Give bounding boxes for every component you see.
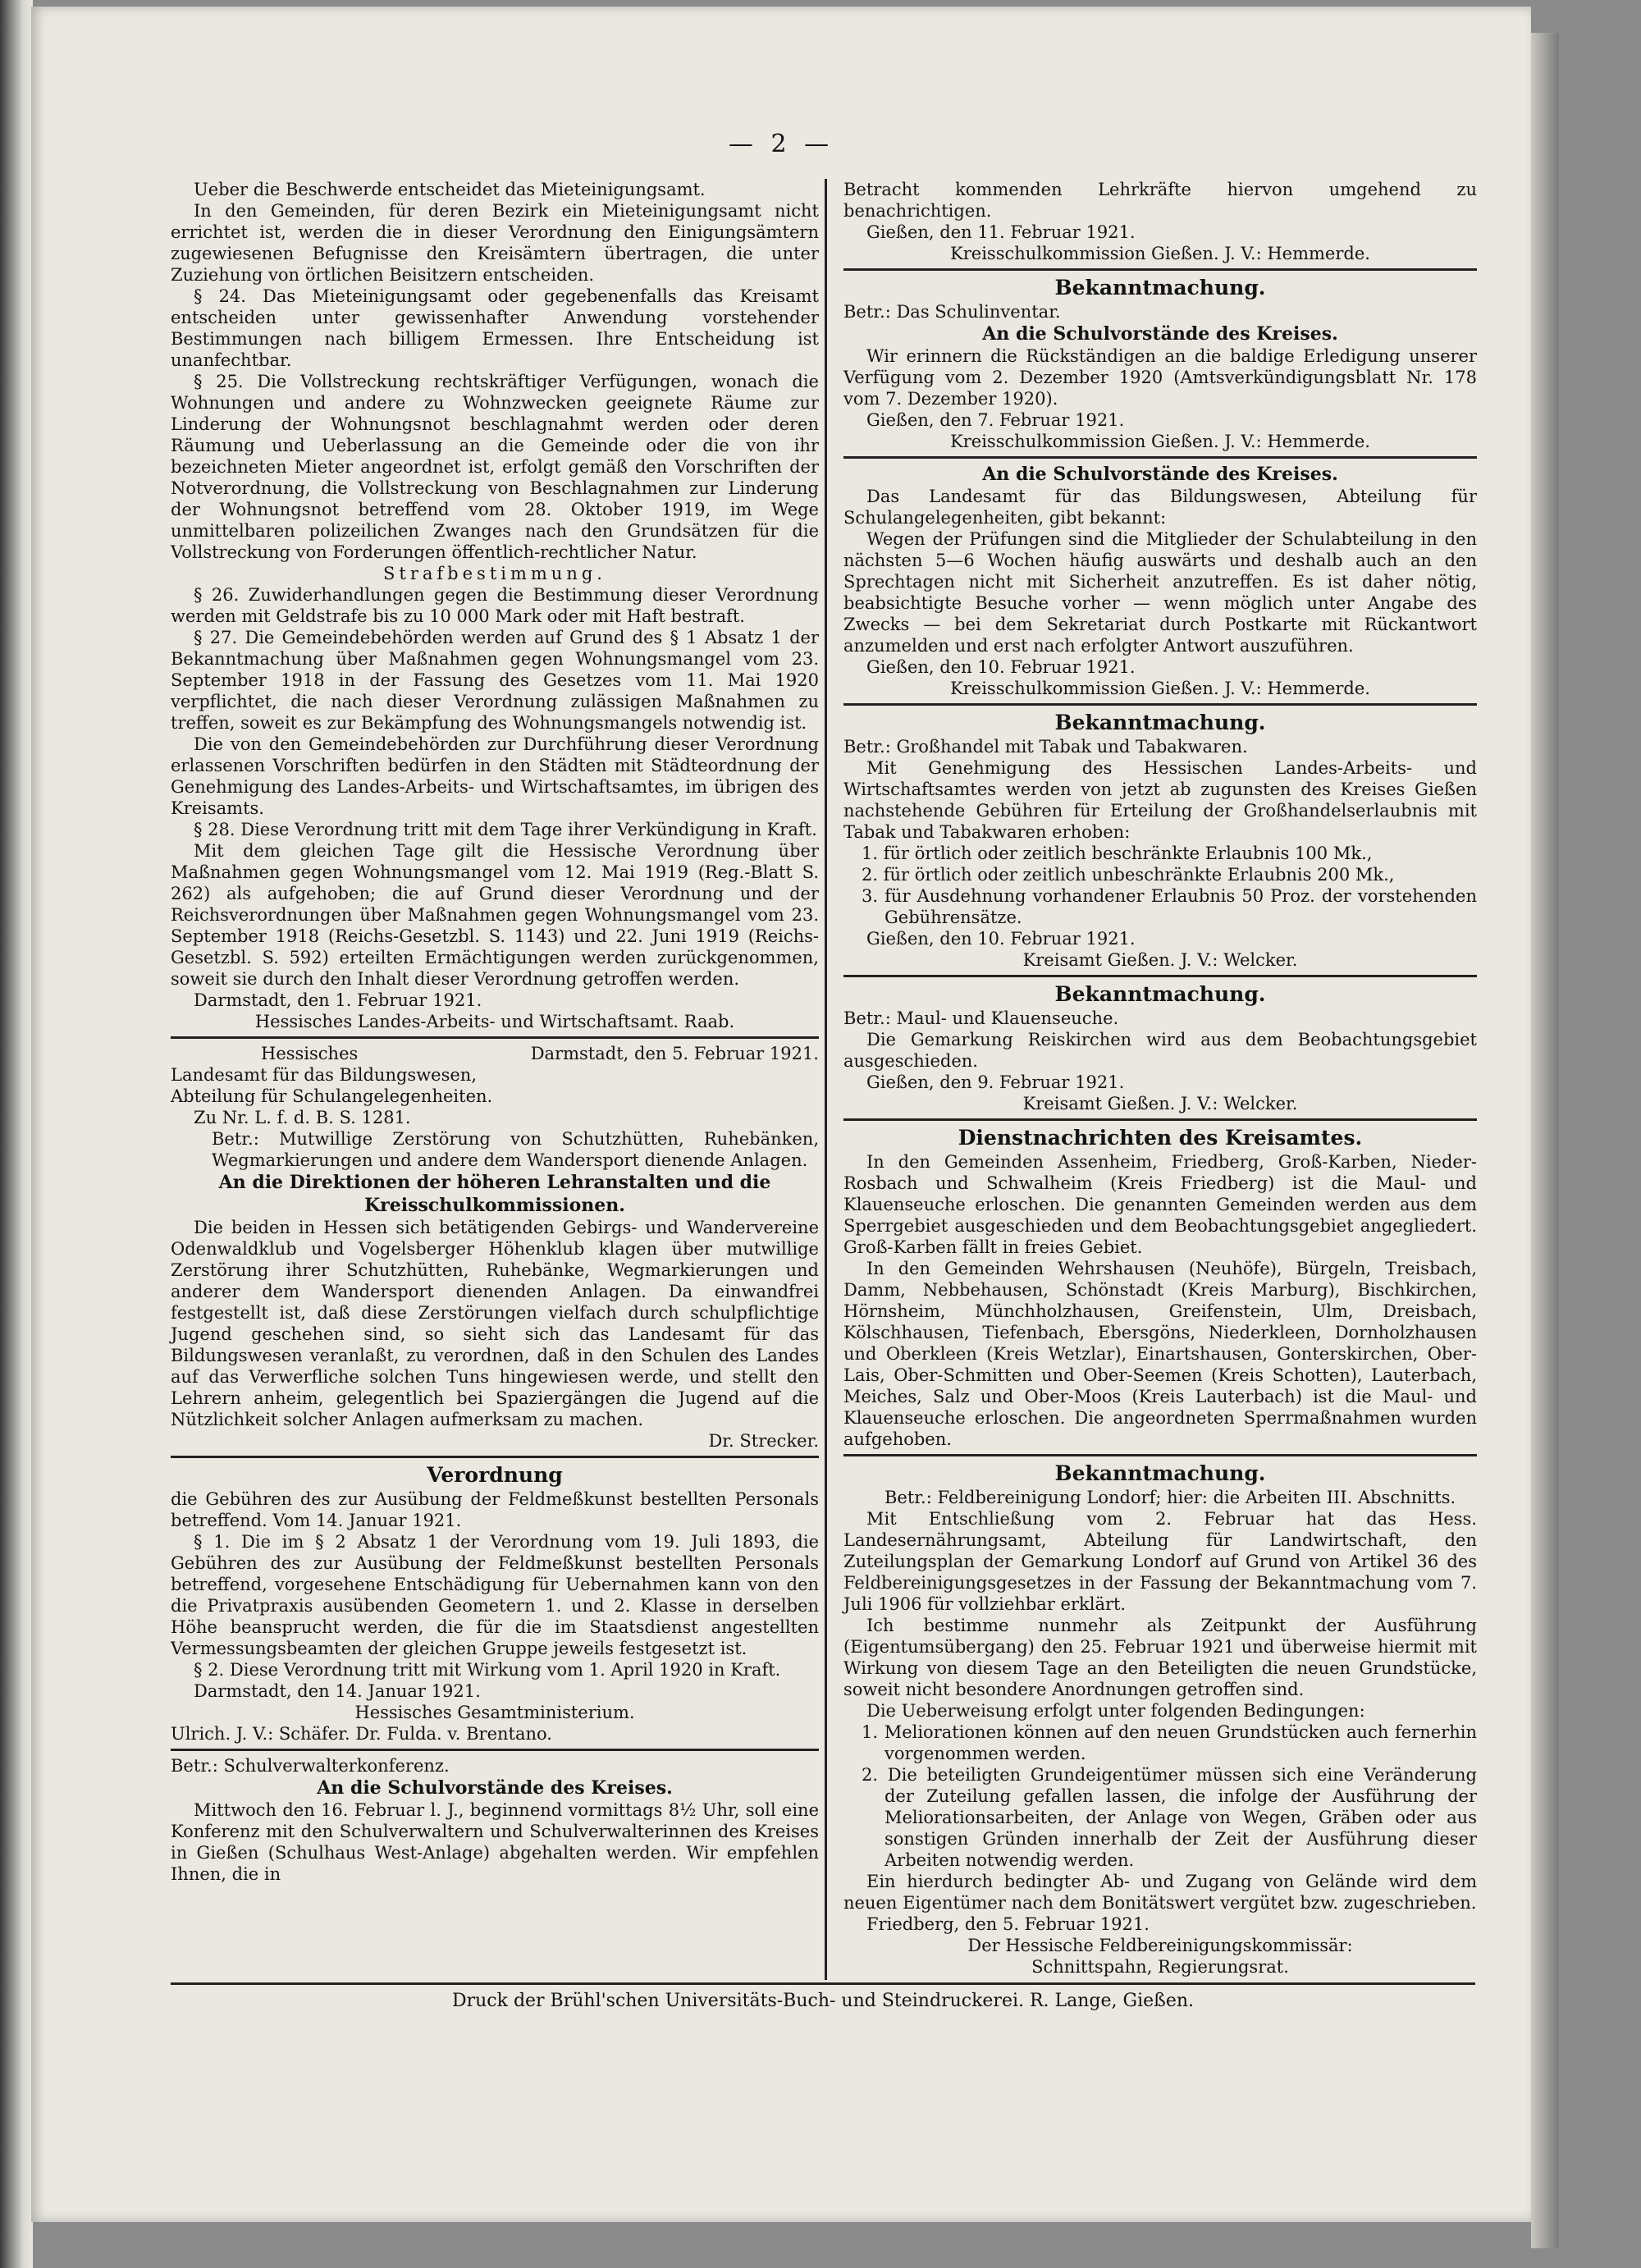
subject: Betr.: Feldbereinigung Londorf; hier: die Arbeiten III. Abschnitts. bbox=[884, 1488, 1456, 1507]
paragraph: Ueber die Beschwerde entscheidet das Mieteinigungsamt. bbox=[194, 180, 706, 199]
paragraph: Ich bestimme nunmehr als Zeitpunkt der Ausführung (Eigentumsübergang) den 25. Februar 1921 und überweise hiermit mit Wirkung von diesem Tage an den Beteiligten die neuen Grundstücke, soweit nicht besondere Anordnungen getroffen sind. bbox=[843, 1616, 1477, 1699]
section-heading: An die Schulvorstände des Kreises. bbox=[317, 1777, 673, 1799]
paragraph: Betracht kommenden Lehrkräfte hiervon umgehend zu benachrichtigen. bbox=[843, 180, 1477, 221]
section-divider bbox=[171, 1749, 819, 1751]
left-column bbox=[171, 179, 819, 1885]
signature: Hessisches Gesamtministerium. bbox=[354, 1703, 635, 1722]
paragraph: Das Landesamt für das Bildungswesen, Abteilung für Schulangelegenheiten, gibt bekannt: bbox=[843, 487, 1477, 528]
dateline: Darmstadt, den 1. Februar 1921. bbox=[194, 990, 482, 1010]
paragraph: § 1. Die im § 2 Absatz 1 der Verordnung vom 19. Juli 1893, die Gebühren des zur Ausübung der Feldmeßkunst bestellten Personals betreffend, vorgesehene Entschädigung für Uebernahmen kann von den die Privatpraxis ausübenden Geometern 1. und 2. Klasse in derselben Höhe beansprucht werden, die für die im Staatsdienst angestellten Vermessungsbeamten der gleichen Gruppe jeweils festgesetzt ist. bbox=[171, 1532, 819, 1658]
paragraph: Mit dem gleichen Tage gilt die Hessische Verordnung über Maßnahmen gegen Wohnungsmangel vom 12. Mai 1919 (Reg.-Blatt S. 262) als aufgehoben; die auf Grund dieser Verordnung und der Reichsverordnungen über Maßnahmen gegen Wohnungsmangel vom 23. September 1918 (Reichs-Gesetzbl. S. 1143) und 22. Juni 1919 (Reichs-Gesetzbl. S. 592) erteilten Ermächtigungen werden zurückgenommen, soweit sie durch den Inhalt dieser Verordnung getroffen werden. bbox=[171, 841, 819, 989]
paragraph: Wir erinnern die Rückständigen an die baldige Erledigung unserer Verfügung vom 2. Dezember 1920 (Amtsverkündigungsblatt Nr. 178 vom 7. Dezember 1920). bbox=[843, 346, 1477, 409]
paragraph: Die Gemarkung Reiskirchen wird aus dem Beobachtungsgebiet ausgeschieden. bbox=[843, 1030, 1477, 1071]
paragraph: Mit Genehmigung des Hessischen Landes-Arbeits- und Wirtschaftsamtes werden von jetzt ab zugunsten des Kreises Gießen nachstehende Gebühren für Erteilung der Großhandelserlaubnis mit Tabak und Tabakwaren erhoben: bbox=[843, 758, 1477, 842]
dateline: Gießen, den 11. Februar 1921. bbox=[866, 222, 1136, 242]
section-heading: An die Direktionen der höheren Lehranstalten und die Kreisschulkommissionen. bbox=[218, 1172, 771, 1216]
paragraph: Die beiden in Hessen sich betätigenden Gebirgs- und Wandervereine Odenwaldklub und Vogelsberger Höhenklub klagen über mutwillige Zerstörung ihrer Schutzhütten, Ruhebänke, Wegmarkierungen und anderer dem Wandersport dienenden Anlagen. Da einwandfrei festgestellt ist, daß diese Zerstörungen vielfach durch schulpflichtige Jugend geschehen sind, so sieht sich das Landesamt für das Bildungswesen veranlaßt, zu verordnen, daß in den Schulen des Landes auf das Verwerfliche solchen Tuns hingewiesen werde, und stellt den Lehrern anheim, gelegentlich bei Spaziergängen die Jugend auf die Nützlichkeit solcher Anlagen aufmerksam zu machen. bbox=[171, 1218, 819, 1429]
paragraph: Mit Entschließung vom 2. Februar hat das Hess. Landesernährungsamt, Abteilung für Landwirtschaft, den Zuteilungsplan der Gemarkung Londorf auf Grund von Artikel 36 des Feldbereinigungsgesetzes in der Fassung der Bekanntmachung vom 7. Juli 1906 für vollziehbar erklärt. bbox=[843, 1509, 1477, 1614]
dateline: Gießen, den 7. Februar 1921. bbox=[866, 410, 1125, 430]
signature: Kreisamt Gießen. J. V.: Welcker. bbox=[1022, 1094, 1298, 1113]
reference: Zu Nr. L. f. d. B. S. 1281. bbox=[194, 1108, 411, 1127]
section-heading: Bekanntmachung. bbox=[1054, 1461, 1266, 1485]
paragraph: § 26. Zuwiderhandlungen gegen die Bestimmung dieser Verordnung werden mit Geldstrafe bis zu 10 000 Mark oder mit Haft bestraft. bbox=[171, 585, 819, 626]
section-heading: An die Schulvorstände des Kreises. bbox=[982, 323, 1338, 345]
subject: Betr.: Maul- und Klauenseuche. bbox=[843, 1008, 1119, 1028]
paragraph: § 28. Diese Verordnung tritt mit dem Tage ihrer Verkündigung in Kraft. bbox=[194, 820, 817, 839]
subject: Betr.: Das Schulinventar. bbox=[843, 302, 1061, 322]
right-column bbox=[820, 179, 1477, 1978]
signature: Kreisschulkommission Gießen. J. V.: Hemmerde. bbox=[950, 244, 1370, 263]
section-divider bbox=[843, 703, 1477, 706]
dateline: Gießen, den 10. Februar 1921. bbox=[866, 657, 1136, 677]
section-divider bbox=[843, 1454, 1477, 1456]
signature: Kreisamt Gießen. J. V.: Welcker. bbox=[1022, 950, 1298, 970]
department: Abteilung für Schulangelegenheiten. bbox=[171, 1086, 493, 1106]
paragraph: Wegen der Prüfungen sind die Mitglieder der Schulabteilung in den nächsten 5—6 Wochen häufig auswärts und deshalb auch an den Sprechtagen nicht mit Sicherheit anzutreffen. Es ist daher nötig, beabsichtigte Besuche vorher — wenn möglich unter Angabe des Zwecks — bei dem Sekretariat durch Postkarte mit Rückantwort anzumelden und erst nach erfolgter Antwort auszuführen. bbox=[843, 529, 1477, 656]
newspaper-page bbox=[31, 7, 1531, 2222]
paragraph: In den Gemeinden Assenheim, Friedberg, Groß-Karben, Nieder-Rosbach und Schwalheim (Kreis Friedberg) ist die Maul- und Klauenseuche erloschen. Die genannten Gemeinden werden aus dem Sperrgebiet ausgeschieden und dem Beobachtungsgebiet angegliedert. Groß-Karben fällt in freies Gebiet. bbox=[843, 1152, 1477, 1257]
signature: Der Hessische Feldbereinigungskommissär: bbox=[967, 1936, 1353, 1955]
section-divider bbox=[171, 1456, 819, 1458]
book-binding bbox=[0, 0, 33, 2268]
signature: Schnittspahn, Regierungsrat. bbox=[1031, 1957, 1289, 1977]
paragraph: Die Ueberweisung erfolgt unter folgenden Bedingungen: bbox=[866, 1701, 1365, 1721]
dateline: Friedberg, den 5. Februar 1921. bbox=[866, 1914, 1150, 1934]
section-divider bbox=[171, 1036, 819, 1039]
authority: Hessisches bbox=[261, 1044, 359, 1063]
paragraph: § 2. Diese Verordnung tritt mit Wirkung vom 1. April 1920 in Kraft. bbox=[194, 1660, 781, 1680]
section-heading: Bekanntmachung. bbox=[1054, 276, 1266, 300]
dateline: Darmstadt, den 14. Januar 1921. bbox=[194, 1681, 481, 1701]
list-item: 3. für Ausdehnung vorhandener Erlaubnis 50 Proz. der vorstehenden Gebührensätze. bbox=[862, 886, 1477, 927]
signature: Hessisches Landes-Arbeits- und Wirtschaftsamt. Raab. bbox=[254, 1012, 735, 1031]
subject: Betr.: Mutwillige Zerstörung von Schutzhütten, Ruhebänken, Wegmarkierungen und andere dem Wandersport dienende Anlagen. bbox=[212, 1129, 819, 1170]
paragraph: Die von den Gemeindebehörden zur Durchführung dieser Verordnung erlassenen Vorschriften bedürfen in den Städten mit Städteordnung der Genehmigung des Landes-Arbeits- und Wirtschaftsamtes, im übrigen des Kreisamts. bbox=[171, 734, 819, 818]
subject: Betr.: Großhandel mit Tabak und Tabakwaren. bbox=[843, 737, 1248, 757]
section-heading: Verordnung bbox=[427, 1463, 563, 1487]
dateline: Darmstadt, den 5. Februar 1921. bbox=[530, 1044, 819, 1063]
paragraph: § 25. Die Vollstreckung rechtskräftiger Verfügungen, wonach die Wohnungen und andere zu Wohnzwecken geeignete Räume zur Linderung der Wohnungsnot beschlagnahmt werden oder deren Räumung und Ueberlassung an die Gemeinde oder die von ihr bezeichneten Mieter angeordnet ist, erfolgt gemäß den Vorschriften der Notverordnung, die Vollstreckung von Beschlagnahmen zur Linderung der Wohnungsnot betreffend vom 28. Oktober 1919, im Wege unmittelbaren polizeilichen Zwanges nach den Grundsätzen für die Vollstreckung von Forderungen öffentlich-rechtlicher Natur. bbox=[171, 372, 819, 562]
signature: Dr. Strecker. bbox=[708, 1431, 819, 1451]
authority: Landesamt für das Bildungswesen, bbox=[171, 1065, 477, 1085]
dateline: Gießen, den 10. Februar 1921. bbox=[866, 929, 1136, 949]
page-number: — 2 — bbox=[728, 130, 834, 158]
section-divider bbox=[843, 1118, 1477, 1121]
paragraph: Ein hierdurch bedingter Ab- und Zugang von Gelände wird dem neuen Eigentümer nach dem Bonitätswert vergütet bzw. zugeschrieben. bbox=[843, 1872, 1477, 1913]
printer-imprint: Druck der Brühl'schen Universitäts-Buch- und Steindruckerei. R. Lange, Gießen. bbox=[451, 1991, 1195, 2011]
section-heading: Bekanntmachung. bbox=[1054, 982, 1266, 1006]
signature: Kreisschulkommission Gießen. J. V.: Hemmerde. bbox=[950, 432, 1370, 451]
paragraph: § 24. Das Mieteinigungsamt oder gegebenenfalls das Kreisamt entscheiden unter gewissenhafter Anwendung vorstehender Bestimmungen nach billigem Ermessen. Ihre Entscheidung ist unanfechtbar. bbox=[171, 286, 819, 370]
section-heading: Dienstnachrichten des Kreisamtes. bbox=[958, 1126, 1363, 1150]
subheading: Strafbestimmung. bbox=[383, 564, 606, 583]
page-edge-shadow bbox=[1531, 33, 1559, 2248]
paragraph: Mittwoch den 16. Februar l. J., beginnend vormittags 8½ Uhr, soll eine Konferenz mit den Schulverwaltern und Schulverwalterinnen des Kreises in Gießen (Schulhaus West-Anlage) abgehalten werden. Wir empfehlen Ihnen, die in bbox=[171, 1800, 819, 1884]
paragraph: § 27. Die Gemeindebehörden werden auf Grund des § 1 Absatz 1 der Bekanntmachung über Maßnahmen gegen Wohnungsmangel vom 23. September 1918 in der Fassung des Gesetzes vom 11. Mai 1920 verpflichtet, die nach dieser Verordnung zulässigen Maßnahmen zu treffen, soweit es zur Bekämpfung des Wohnungsmangels notwendig ist. bbox=[171, 628, 819, 733]
paragraph: In den Gemeinden, für deren Bezirk ein Mieteinigungsamt nicht errichtet ist, werden die in dieser Verordnung den Einigungsämtern zugewiesenen Befugnisse den Kreisämtern übertragen, die unter Zuziehung von örtlichen Beisitzern entscheiden. bbox=[171, 201, 819, 285]
list-item: 2. für örtlich oder zeitlich unbeschränkte Erlaubnis 200 Mk., bbox=[862, 865, 1395, 885]
list-item: 1. für örtlich oder zeitlich beschränkte Erlaubnis 100 Mk., bbox=[862, 844, 1373, 863]
subject: Betr.: Schulverwalterkonferenz. bbox=[171, 1756, 450, 1776]
signature: Kreisschulkommission Gießen. J. V.: Hemmerde. bbox=[950, 679, 1370, 698]
signature: Ulrich. J. V.: Schäfer. Dr. Fulda. v. Brentano. bbox=[171, 1724, 552, 1744]
header-line bbox=[171, 1043, 819, 1064]
paragraph: die Gebühren des zur Ausübung der Feldmeßkunst bestellten Personals betreffend. Vom 14. Januar 1921. bbox=[171, 1489, 819, 1530]
section-divider bbox=[843, 456, 1477, 459]
list-item: 1. Meliorationen können auf den neuen Grundstücken auch fernerhin vorgenommen werden. bbox=[862, 1722, 1477, 1763]
section-heading: Bekanntmachung. bbox=[1054, 711, 1266, 734]
section-divider bbox=[843, 268, 1477, 271]
paragraph: In den Gemeinden Wehrshausen (Neuhöfe), Bürgeln, Treisbach, Damm, Nebbehausen, Schönstadt (Kreis Marburg), Bischkirchen, Hörnsheim, Münchholzhausen, Greifenstein, Ulm, Dreisbach, Kölschhausen, Tiefenbach, Ebersgöns, Niederkleen, Dornholzhausen und Oberkleen (Kreis Wetzlar), Einartshausen, Gonterskirchen, Ober-Lais, Ober-Schmitten und Ober-Seemen (Kreis Schotten), Lauterbach, Meiches, Salz und Ober-Moos (Kreis Lauterbach) ist die Maul- und Klauenseuche erloschen. Die angeordneten Sperrmaßnahmen wurden aufgehoben. bbox=[843, 1259, 1477, 1449]
section-heading: An die Schulvorstände des Kreises. bbox=[982, 464, 1338, 485]
list-item: 2. Die beteiligten Grundeigentümer müssen sich eine Veränderung der Zuteilung gefallen lassen, die infolge der Ausführung der Meliorationsarbeiten, der Anlage von Wegen, Gräben oder aus sonstigen Gründen innerhalb der Zeit der Ausführung dieser Arbeiten notwendig werden. bbox=[862, 1765, 1477, 1870]
footer-divider bbox=[171, 1982, 1475, 1985]
dateline: Gießen, den 9. Februar 1921. bbox=[866, 1072, 1125, 1092]
section-divider bbox=[843, 975, 1477, 977]
